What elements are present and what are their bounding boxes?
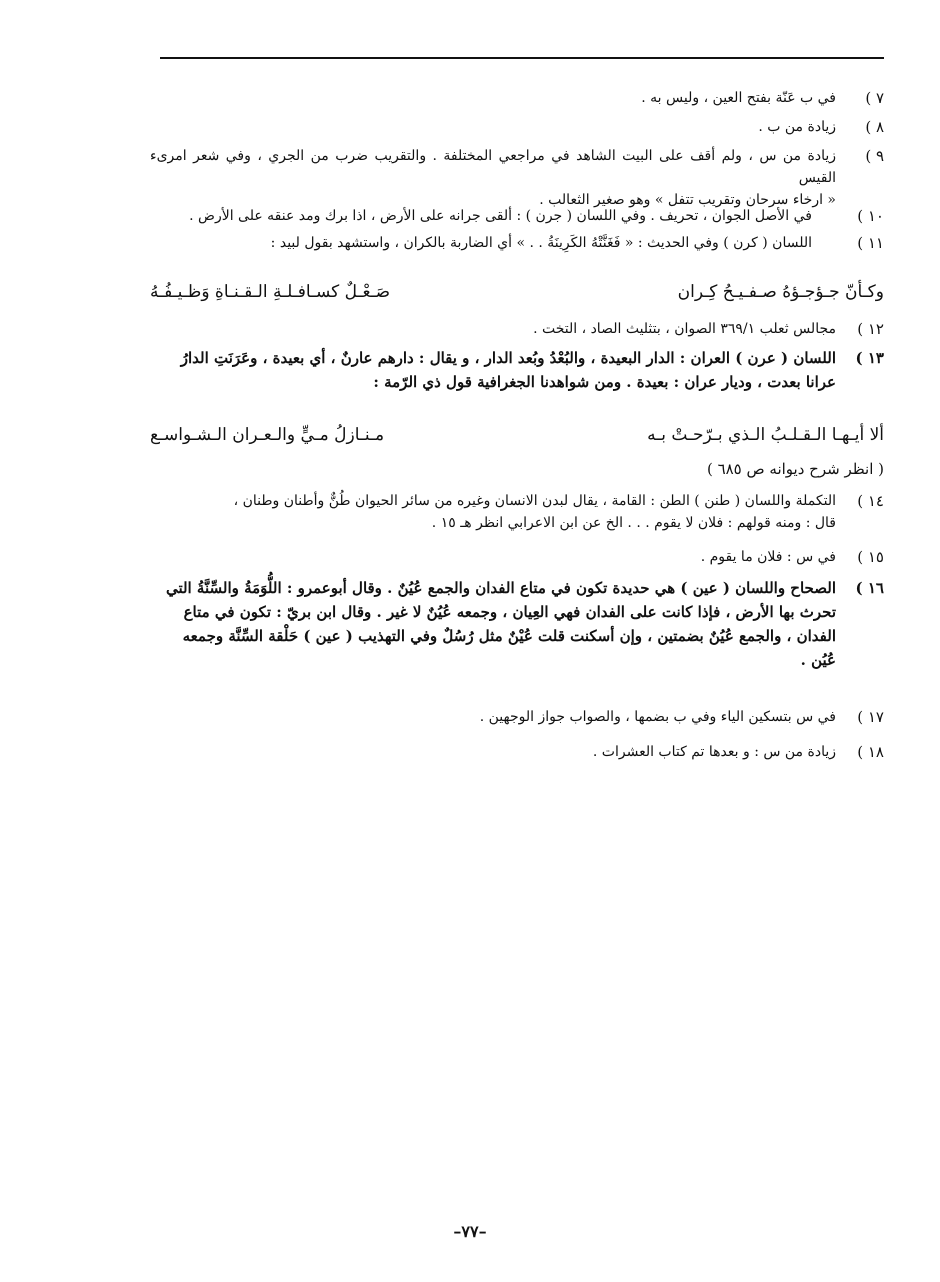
footnote-16 <box>150 576 884 672</box>
footnote-number: ٧ ) <box>865 89 884 107</box>
footnote-text: اللسان ( عرن ) العران : الدار البعيدة ، والبُعْدُ وبُعد الدار ، و يقال : دارهم عارنٌ ، أي بعيدة ، وعَرَنَتِ الدارُ <box>180 349 836 367</box>
footnote-text: في ب عَنّة بفتح العين ، وليس به . <box>641 90 836 106</box>
footnote-9 <box>150 145 884 211</box>
footnote-text: الصحاح واللسان ( عين ) هي حديدة تكون في متاع الفدان والجمع عُيُنٌ . وقال أبوعمرو : اللُّوَمَةُ والسِّنَّةُ التي <box>165 579 836 597</box>
footnote-11 <box>150 232 884 254</box>
source-reference <box>150 458 884 480</box>
verse-second-hemistich: مـنـازلُ مـيٍّ والـعـران الـشـواسـع <box>150 425 385 445</box>
footnote-7 <box>150 87 884 109</box>
footnote-text: عُيُن . <box>800 651 836 669</box>
footnote-number: ٨ ) <box>865 118 884 136</box>
poem-verse <box>150 277 884 307</box>
poem-verse <box>150 420 884 450</box>
footnote-text: الفدان ، والجمع عُيُنٌ بضمتين ، وإن أسكنت قلت عُيْنٌ مثل رُسُلٌ وفي التهذيب ( عين ) حَلْقة السِّنَّة وجمعه <box>182 627 836 645</box>
footnote-text: في س بتسكين الياء وفي ب بضمها ، والصواب جواز الوجهين . <box>479 709 836 725</box>
footnote-text: زيادة من ب . <box>758 119 836 135</box>
page-number: –٧٧– <box>453 1222 487 1241</box>
footnote-text: عرانا بعدت ، وديار عران : بعيدة . ومن شواهدنا الجغرافية قول ذي الرّمة : <box>373 373 836 391</box>
footnote-number: ١٠ ) <box>857 207 884 225</box>
verse-second-hemistich: صَـعْـلٌ كسـافـلـةِ الـقـنـاةِ وَظـيـفُـهُ <box>150 282 391 302</box>
footnote-8 <box>150 116 884 138</box>
footnote-14 <box>150 490 884 534</box>
footnote-12 <box>150 318 884 340</box>
footnote-number: ١٥ ) <box>857 548 884 566</box>
footnote-text: في س : فلان ما يقوم . <box>700 549 836 565</box>
header-rule <box>160 57 884 59</box>
footnote-text: زيادة من س ، ولم أقف على البيت الشاهد في مراجعي المختلفة . والتقريب ضرب من الجري ، وفي شعر امرىء القيس <box>150 148 836 186</box>
footnote-10 <box>150 205 884 227</box>
footnote-number: ١٣ ) <box>855 349 884 367</box>
footnote-text: في الأصل الجوان ، تحريف . وفي اللسان ( جرن ) : ألقى جرانه على الأرض ، اذا برك ومد عنقه على الأرض . <box>189 208 812 224</box>
footnote-18 <box>150 741 884 763</box>
verse-first-hemistich: وكـأنّ جـؤجـؤهُ صـفـيـحُ كِـران <box>677 282 884 302</box>
footnote-text: اللسان ( كرن ) وفي الحديث : « فَغَنَّتْهُ الكَرِينَةُ . . » أي الضاربة بالكران ، واستشهد بقول لبيد : <box>270 235 812 251</box>
footnote-17 <box>150 706 884 728</box>
footnote-text: « ارخاء سرحان وتقريب تتفل » وهو صغير الثعالب . <box>539 192 836 208</box>
footnote-number: ١٤ ) <box>857 492 884 510</box>
footnote-13 <box>150 346 884 394</box>
verse-first-hemistich: ألا أيـهـا الـقـلـبُ الـذي بـرّحـتْ بـه <box>647 425 884 445</box>
footnote-number: ١٢ ) <box>857 320 884 338</box>
source-reference-text: ( انظر شرح ديوانه ص ٦٨٥ ) <box>706 460 884 478</box>
footnote-text: التكملة واللسان ( طنن ) الطن : القامة ، يقال لبدن الانسان وغيره من سائر الحيوان طُنٌّ وأطنان وطنان ، <box>233 493 836 509</box>
footnote-text: قال : ومنه قولهم : فلان لا يقوم . . . الخ عن ابن الاعرابي انظر هـ ١٥ . <box>431 515 836 531</box>
footnote-text: زيادة من س : و بعدها تم كتاب العشرات . <box>592 744 836 760</box>
footnote-number: ٩ ) <box>865 147 884 165</box>
footnote-15 <box>150 546 884 568</box>
footnote-number: ١٧ ) <box>857 708 884 726</box>
footnote-number: ١١ ) <box>857 234 884 252</box>
footnote-number: ١٦ ) <box>855 579 884 597</box>
footnote-text: مجالس ثعلب ٣٦٩/١ الصوان ، بتثليث الصاد ، التخت . <box>533 321 836 337</box>
footnote-text: تحرث بها الأرض ، فإذا كانت على الفدان فهي العِيان ، وجمعه عُيُنٌ لا غير . وقال ابن بريّ : تكون في متاع <box>183 603 836 621</box>
footnote-number: ١٨ ) <box>857 743 884 761</box>
